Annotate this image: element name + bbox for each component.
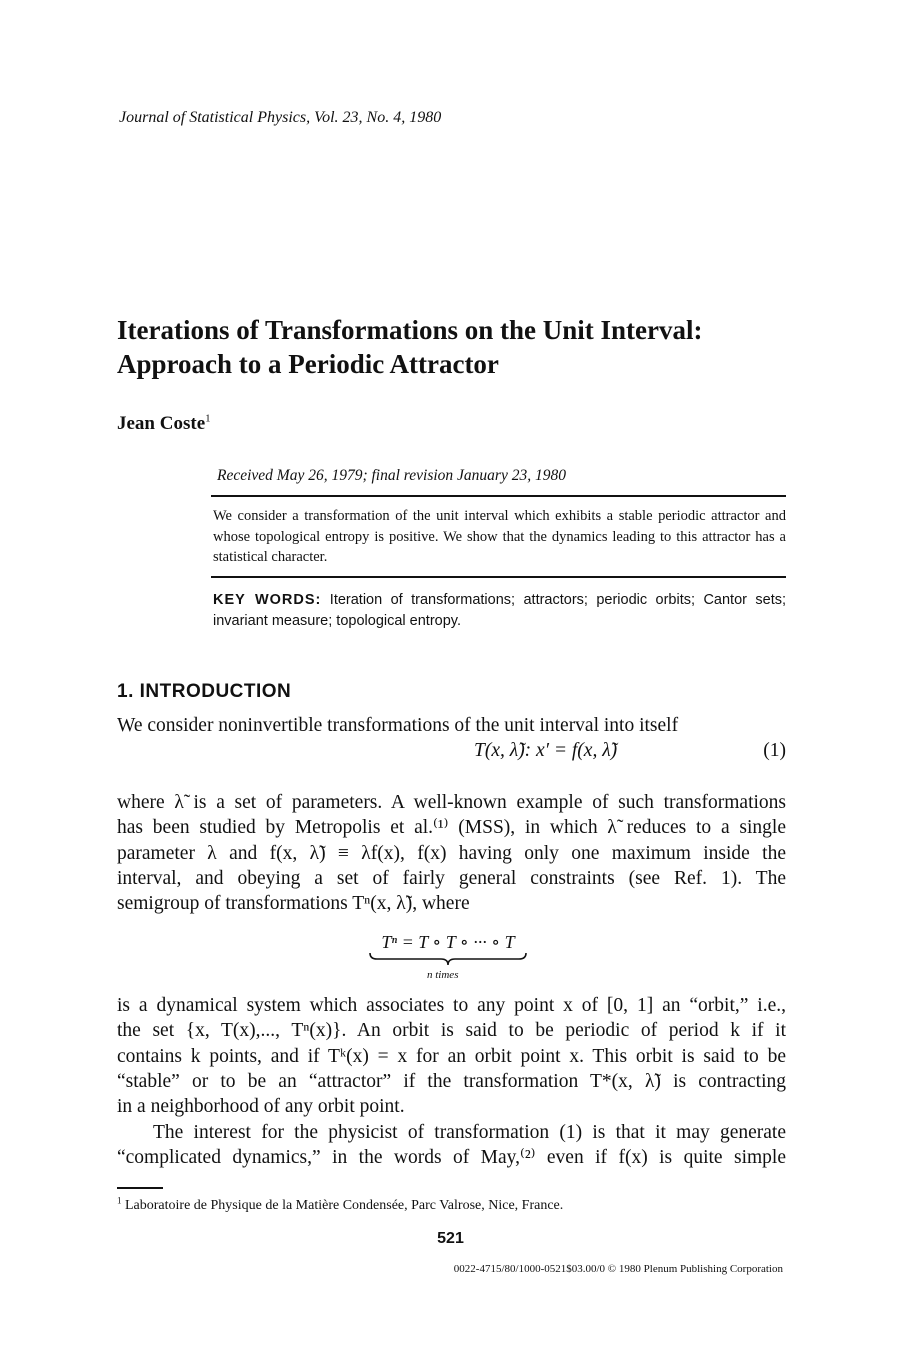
abstract-top-rule: [211, 495, 786, 497]
text-line: the set {x, T(x),..., Tⁿ(x)}. An orbit is said to be periodic of period k if it: [117, 1020, 786, 1042]
underbrace: [369, 952, 527, 966]
text-line: is a dynamical system which associates to any point x of [0, 1] an “orbit,” i.e.,: [117, 995, 786, 1016]
section-heading: 1. INTRODUCTION: [117, 681, 292, 702]
paragraph-1: [117, 790, 786, 916]
equation-1-expression: T(x, λ̃): x′ = f(x, λ̃): [474, 740, 618, 761]
text-line: We consider noninvertible transformations of the unit interval into itself: [117, 715, 679, 736]
author-footnote-mark: 1: [205, 412, 211, 425]
text-line: “complicated dynamics,” in the words of May,⁽²⁾ even if f(x) is quite simple: [117, 1147, 786, 1169]
footnote: [117, 1195, 564, 1214]
footnote-rule: [117, 1187, 163, 1189]
author: [117, 413, 211, 435]
text-line: contains k points, and if Tᵏ(x) = x for an orbit point x. This orbit is said to be: [117, 1045, 786, 1067]
text-line: “stable” or to be an “attractor” if the transformation T*(x, λ̃) is contracting: [117, 1070, 786, 1092]
text-line: The interest for the physicist of transformation (1) is that it may generate: [153, 1122, 786, 1143]
keywords-text: Iteration of transformations; attractors; periodic orbits; Cantor sets; invariant measure; topological entropy.: [213, 592, 786, 629]
text-line: has been studied by Metropolis et al.⁽¹⁾ (MSS), in which λ̃ reduces to a single: [117, 817, 786, 839]
abstract-bottom-rule: [211, 576, 786, 578]
text-line: in a neighborhood of any orbit point.: [117, 1096, 405, 1118]
paper-title: [117, 313, 702, 381]
received-dates: Received May 26, 1979; final revision January 23, 1980: [217, 467, 566, 484]
footnote-text: Laboratoire de Physique de la Matière Condensée, Parc Valrose, Nice, France.: [125, 1198, 564, 1213]
paragraph-3: [117, 1120, 786, 1171]
intro-line: [117, 713, 786, 738]
equation-1: [117, 740, 786, 766]
author-name: Jean Coste: [117, 413, 206, 434]
text-line: interval, and obeying a set of fairly general constraints (see Ref. 1). The: [117, 867, 786, 889]
equation-2-underbrace-label: n times: [427, 969, 459, 981]
text-line: semigroup of transformations Tⁿ(x, λ̃), where: [117, 893, 470, 915]
journal-header: Journal of Statistical Physics, Vol. 23, No. 4, 1980: [119, 109, 442, 126]
copyright-line: 0022-4715/80/1000-0521$03.00/0 © 1980 Plenum Publishing Corporation: [453, 1263, 783, 1275]
equation-1-number: (1): [763, 740, 786, 761]
title-line-2: Approach to a Periodic Attractor: [117, 349, 499, 379]
keywords: [213, 590, 786, 631]
equation-2: Tⁿ = T ∘ T ∘ ··· ∘ T: [381, 932, 515, 952]
paragraph-2: [117, 993, 786, 1119]
text-line: parameter λ and f(x, λ̃) ≡ λf(x), f(x) having only one maximum inside the: [117, 842, 786, 864]
keywords-label: KEY WORDS:: [213, 592, 322, 608]
footnote-mark: 1: [117, 1195, 122, 1206]
title-line-1: Iterations of Transformations on the Unit Interval:: [117, 315, 703, 345]
text-line: where λ̃ is a set of parameters. A well-known example of such transformations: [117, 792, 786, 813]
page-number: 521: [437, 1230, 464, 1247]
abstract: We consider a transformation of the unit interval which exhibits a stable periodic attractor and whose topological entropy is positive. We show that the dynamics leading to this attractor has a statistical character.: [213, 508, 786, 565]
